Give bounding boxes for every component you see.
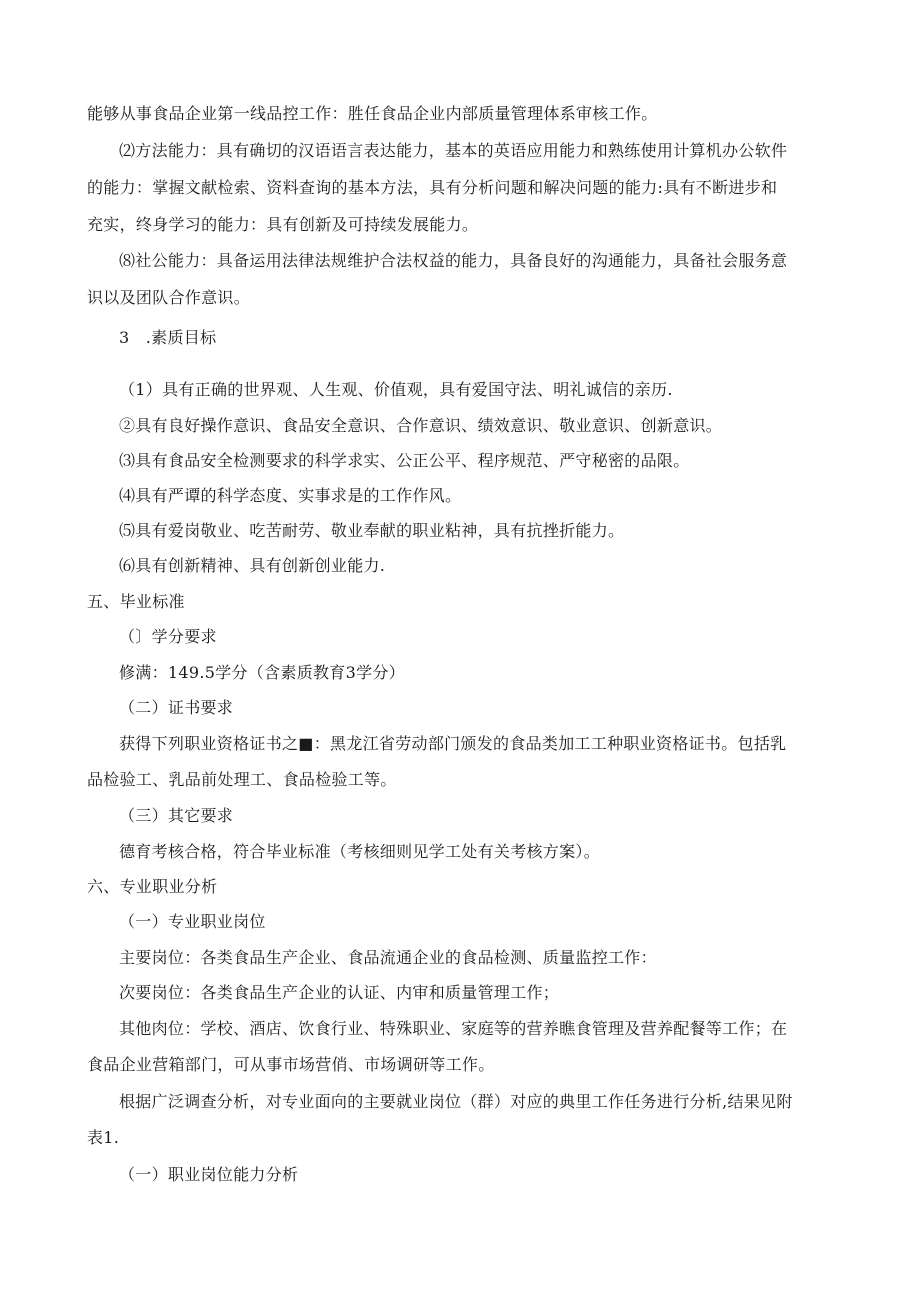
subsection-heading: （二）证书要求 [119, 698, 234, 717]
text-line: （1）具有正确的世界观、人生观、价值观，具有爱国守法、明礼诚信的亲历. [119, 380, 673, 399]
text-line: ⑻社公能力：具备运用法律法规维护合法权益的能力，具备良好的沟通能力，具备社会服务意 [119, 251, 788, 270]
text-line: 表1. [87, 1128, 120, 1147]
text-line: ②具有良好操作意识、食品安全意识、合作意识、绩效意识、敬业意识、创新意识。 [119, 416, 723, 435]
text-line: 充实，终身学习的能力：具有创新及可持续发展能力。 [87, 215, 479, 234]
text-line: 修满：149.5学分（含素质教育3学分） [119, 663, 405, 682]
section-heading: 六、专业职业分析 [87, 877, 218, 896]
text-line: ⑸具有爱岗敬业、吃苦耐劳、敬业奉献的职业粘神，具有抗挫折能力。 [119, 521, 625, 540]
section-heading: 3 .素质目标 [119, 328, 217, 347]
text-line: 识以及团队合作意识。 [87, 288, 251, 307]
text-line: 食品企业营箱部门，可从事市场营俏、市场调研等工作。 [87, 1055, 495, 1074]
subsection-heading: （〕学分要求 [119, 627, 217, 646]
subsection-heading: （一）职业岗位能力分析 [119, 1165, 299, 1184]
text-line: 获得下列职业资格证书之■：黑龙江省劳动部门颁发的食品类加工工种职业资格证书。包括乳 [119, 734, 787, 753]
text-line: 德育考核合格，符合毕业标准（考核细则见学工处有关考核方案）。 [119, 842, 601, 861]
text-line: 主要岗位：各类食品生产企业、食品流通企业的食品检测、质量监控工作： [119, 948, 657, 967]
text-line: 能够从事食品企业第一线品控工作：胜任食品企业内部质量管理体系审核工作。 [87, 104, 658, 123]
text-line: ⑵方法能力：具有确切的汉语语言表达能力，基本的英语应用能力和熟练使用计算机办公软件 [119, 141, 788, 160]
text-line: ⑹具有创新精神、具有创新创业能力. [119, 556, 386, 575]
subsection-heading: （一）专业职业岗位 [119, 912, 266, 931]
subsection-heading: （三）其它要求 [119, 806, 234, 825]
text-line: 根据广泛调查分析，对专业面向的主要就业岗位（群）对应的典里工作任务进行分析,结果见附 [119, 1092, 793, 1111]
text-line: 次要岗位：各类食品生产企业的认证、内审和质量管理工作； [119, 983, 560, 1002]
text-line: 的能力：掌握文献检索、资料查询的基本方法，具有分析问题和解决问题的能力:具有不断进步和 [87, 178, 778, 197]
section-heading: 五、毕业标准 [87, 592, 185, 611]
text-line: 品检验工、乳品前处理工、食品检验工等。 [87, 770, 397, 789]
text-line: ⑶具有食品安全检测要求的科学求实、公正公平、程序规范、严守秘密的品限。 [119, 451, 690, 470]
text-line: ⑷具有严谭的科学态度、实事求是的工作作风。 [119, 486, 462, 505]
text-line: 其他肉位：学校、酒店、饮食行业、特殊职业、家庭等的营养瞧食管理及营养配餐等工作；在 [119, 1019, 788, 1038]
